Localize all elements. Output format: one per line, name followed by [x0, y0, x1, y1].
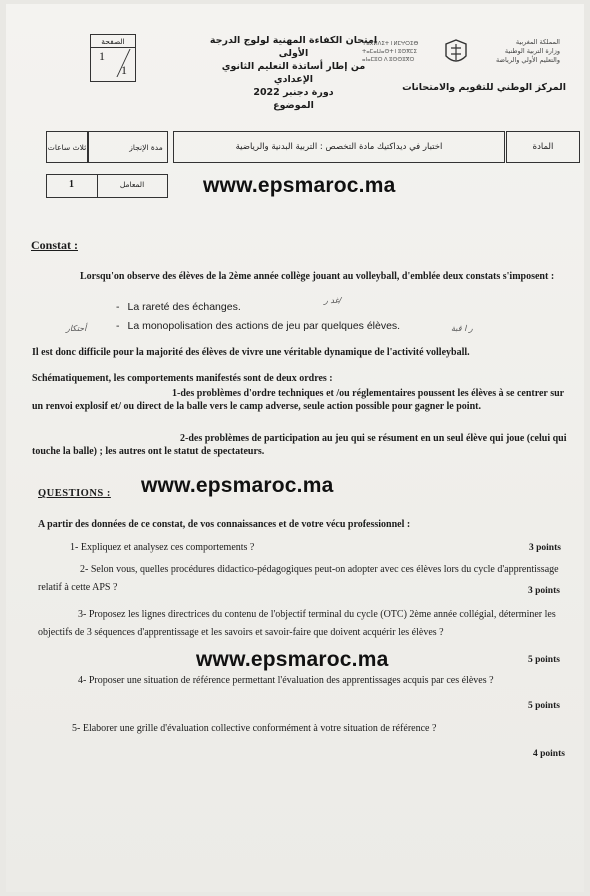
constat-schema-line: Schématiquement, les comportements manifestés sont de deux ordres :: [32, 373, 333, 384]
exam-page: [6, 4, 584, 892]
question-1-points: 3 points: [529, 543, 561, 553]
question-2: 2- Selon vous, quelles procédures didactico-pédagogiques peut-on adopter avec ces élèves lors du cycle d'apprentissage relatif à cette APS ?: [38, 564, 559, 593]
constat-heading: Constat :: [31, 238, 78, 252]
question-3-points: 5 points: [528, 655, 560, 665]
exam-title-line1: امتحان الكفاءة المهنية لولوج الدرجة الأولى: [209, 35, 378, 59]
questions-intro: A partir des données de ce constat, de vos connaissances et de votre vécu professionnel :: [38, 519, 411, 530]
exam-title-block: [206, 34, 381, 112]
question-2-points: 3 points: [528, 586, 560, 596]
page-label: الصفحة: [101, 37, 125, 46]
page-current: 1: [99, 49, 105, 63]
duration-label-cell: مدة الإنجاز: [88, 131, 168, 163]
page-total: 1: [121, 63, 127, 77]
question-1: 1- Expliquez et analysez ces comportements ?: [70, 542, 255, 553]
question-5: 5- Elaborer une grille d'évaluation collective conformément à votre situation de référence ?: [72, 723, 437, 734]
handwritten-note-1: ﻏﺪ ﺭ/: [324, 296, 342, 305]
constat-paragraph-2: Il est donc difficile pour la majorité des élèves de vivre une véritable dynamique de l'activité volleyball.: [32, 347, 470, 358]
question-4-points: 5 points: [528, 701, 560, 711]
subject-label-cell: المادة: [506, 131, 580, 163]
website-watermark-3: www.epsmaroc.ma: [196, 648, 389, 671]
question-4: 4- Proposer une situation de référence permettant l'évaluation des apprentissages acquis par ces élèves ?: [78, 675, 494, 686]
coefficient-row: [46, 174, 168, 198]
page-number-box: [90, 34, 136, 82]
subject-value-cell: اختبار في ديداكتيك مادة التخصص : التربية البدنية والرياضية: [173, 131, 505, 163]
constat-problem-2: 2-des problèmes de participation au jeu qui se résument en un seul élève qui joue (celui qui touche la balle) ; les autres ont le statut de spectateurs.: [32, 433, 567, 457]
handwritten-note-3: ﺭ ﺍ ﻗﺒﺔ: [451, 324, 473, 333]
constat-problem-1: 1-des problèmes d'ordre techniques et /ou réglementaires poussent les élèves à se centrer sur un renvoi explosif et/ ou direct de la balle vers le camp adverse, seule action possible pour gagner le point.: [32, 388, 564, 412]
website-watermark: www.epsmaroc.ma: [203, 174, 396, 197]
handwritten-note-2: ﺃﺣﺘﻜﺎﺭ: [66, 324, 87, 333]
exam-title-line2: من إطار أساتذة التعليم الثانوي الإعدادي: [221, 61, 366, 85]
question-5-points: 4 points: [533, 749, 565, 759]
coefficient-label: المعامل: [119, 180, 145, 189]
constat-intro: Lorsqu'on observe des élèves de la 2ème année collège jouant au volleyball, d'emblée deux constats s'imposent :: [80, 271, 555, 282]
duration-value-cell: ثلاث ساعات: [46, 131, 88, 163]
bullet-1: - La rareté des échanges.: [116, 301, 241, 313]
ministry-arabic: المملكة المغربية وزارة التربية الوطنية والتعليم الأولي والرياضة: [496, 38, 560, 64]
coefficient-value: 1: [69, 179, 74, 190]
ministry-emblem: [442, 38, 470, 68]
questions-heading: QUESTIONS :: [38, 488, 111, 499]
exam-subject-label: الموضوع: [273, 100, 314, 111]
question-3: 3- Proposez les lignes directrices du contenu de l'objectif terminal du cycle (OTC) 2ème année collégial, déterminer les objectifs de 3 séquences d'apprentissage et les savoirs et savoir-faire que doivent acquérir les élèves ?: [38, 609, 556, 638]
national-center-label: المركز الوطني للتقويم والامتحانات: [402, 82, 566, 93]
website-watermark-2: www.epsmaroc.ma: [141, 474, 334, 497]
bullet-2: - La monopolisation des actions de jeu par quelques élèves.: [116, 320, 401, 332]
ministry-tifinagh: ⵜⴰⴳⵍⴷⵉⵜ ⵏ ⵍⵎⵖⵔⵉⴱ ⵜⴰⵎⴰⵡⴰⵙⵜ ⵏ ⵓⵙⴳⵎⵉ ⴰⵏⴰⵎⵓⵔ ⴷ ⵓⵙⵙⵓⴳⵔ: [362, 41, 419, 63]
exam-session: دورة دجنبر 2022: [253, 87, 334, 98]
